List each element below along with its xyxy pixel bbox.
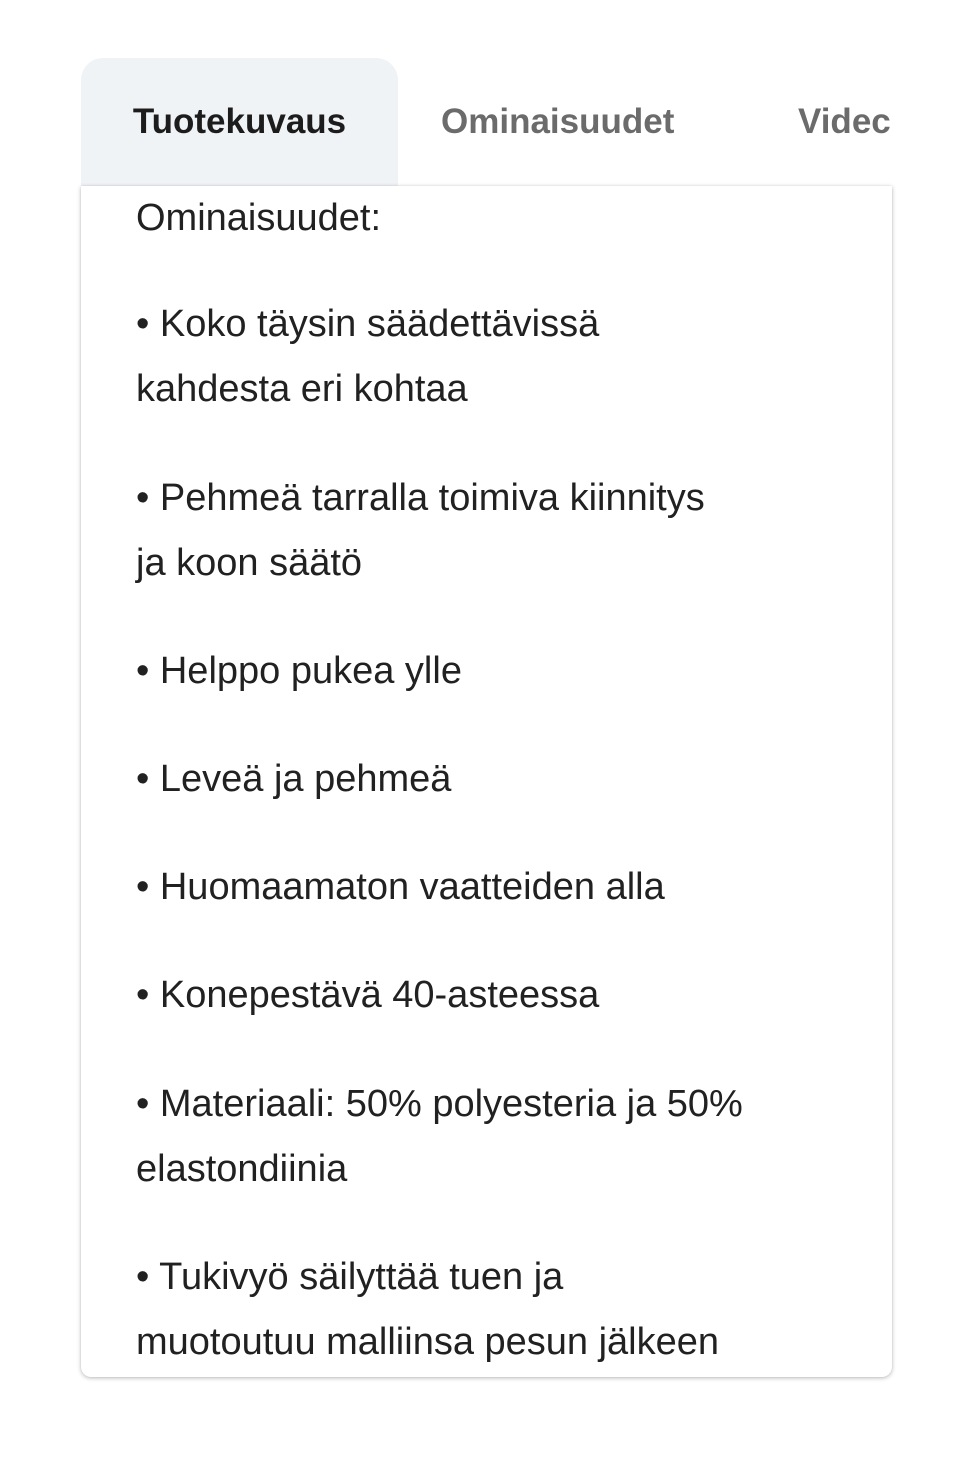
feature-text: • Koko täysin säädettävissä — [136, 303, 600, 345]
tab-features[interactable]: Ominaisuudet — [441, 102, 675, 141]
feature-text: elastondiinia — [136, 1148, 348, 1190]
feature-item — [136, 292, 599, 422]
feature-item — [136, 466, 705, 596]
tab-content-panel — [81, 186, 892, 1377]
feature-text: • Huomaamaton vaatteiden alla — [136, 866, 665, 908]
feature-text: ja koon säätö — [136, 542, 363, 584]
feature-item — [136, 963, 599, 1028]
feature-text: kahdesta eri kohtaa — [136, 368, 468, 410]
feature-text: • Leveä ja pehmeä — [136, 758, 452, 800]
feature-item — [136, 747, 451, 812]
feature-text: • Helppo pukea ylle — [136, 650, 462, 692]
tab-product-description[interactable]: Tuotekuvaus — [81, 58, 398, 186]
tab-video[interactable]: Videc — [798, 102, 891, 141]
feature-text: muotoutuu malliinsa pesun jälkeen — [136, 1321, 720, 1363]
tab-bar — [81, 58, 892, 186]
features-heading: Ominaisuudet: — [136, 197, 382, 239]
feature-item — [136, 1072, 743, 1202]
feature-text: • Konepestävä 40-asteessa — [136, 974, 600, 1016]
feature-text: • Tukivyö säilyttää tuen ja — [136, 1256, 564, 1298]
feature-text: • Pehmeä tarralla toimiva kiinnitys — [136, 477, 705, 519]
feature-item — [136, 639, 462, 704]
feature-item — [136, 855, 665, 920]
feature-text: • Materiaali: 50% polyesteria ja 50% — [136, 1083, 743, 1125]
feature-item — [136, 1245, 719, 1375]
